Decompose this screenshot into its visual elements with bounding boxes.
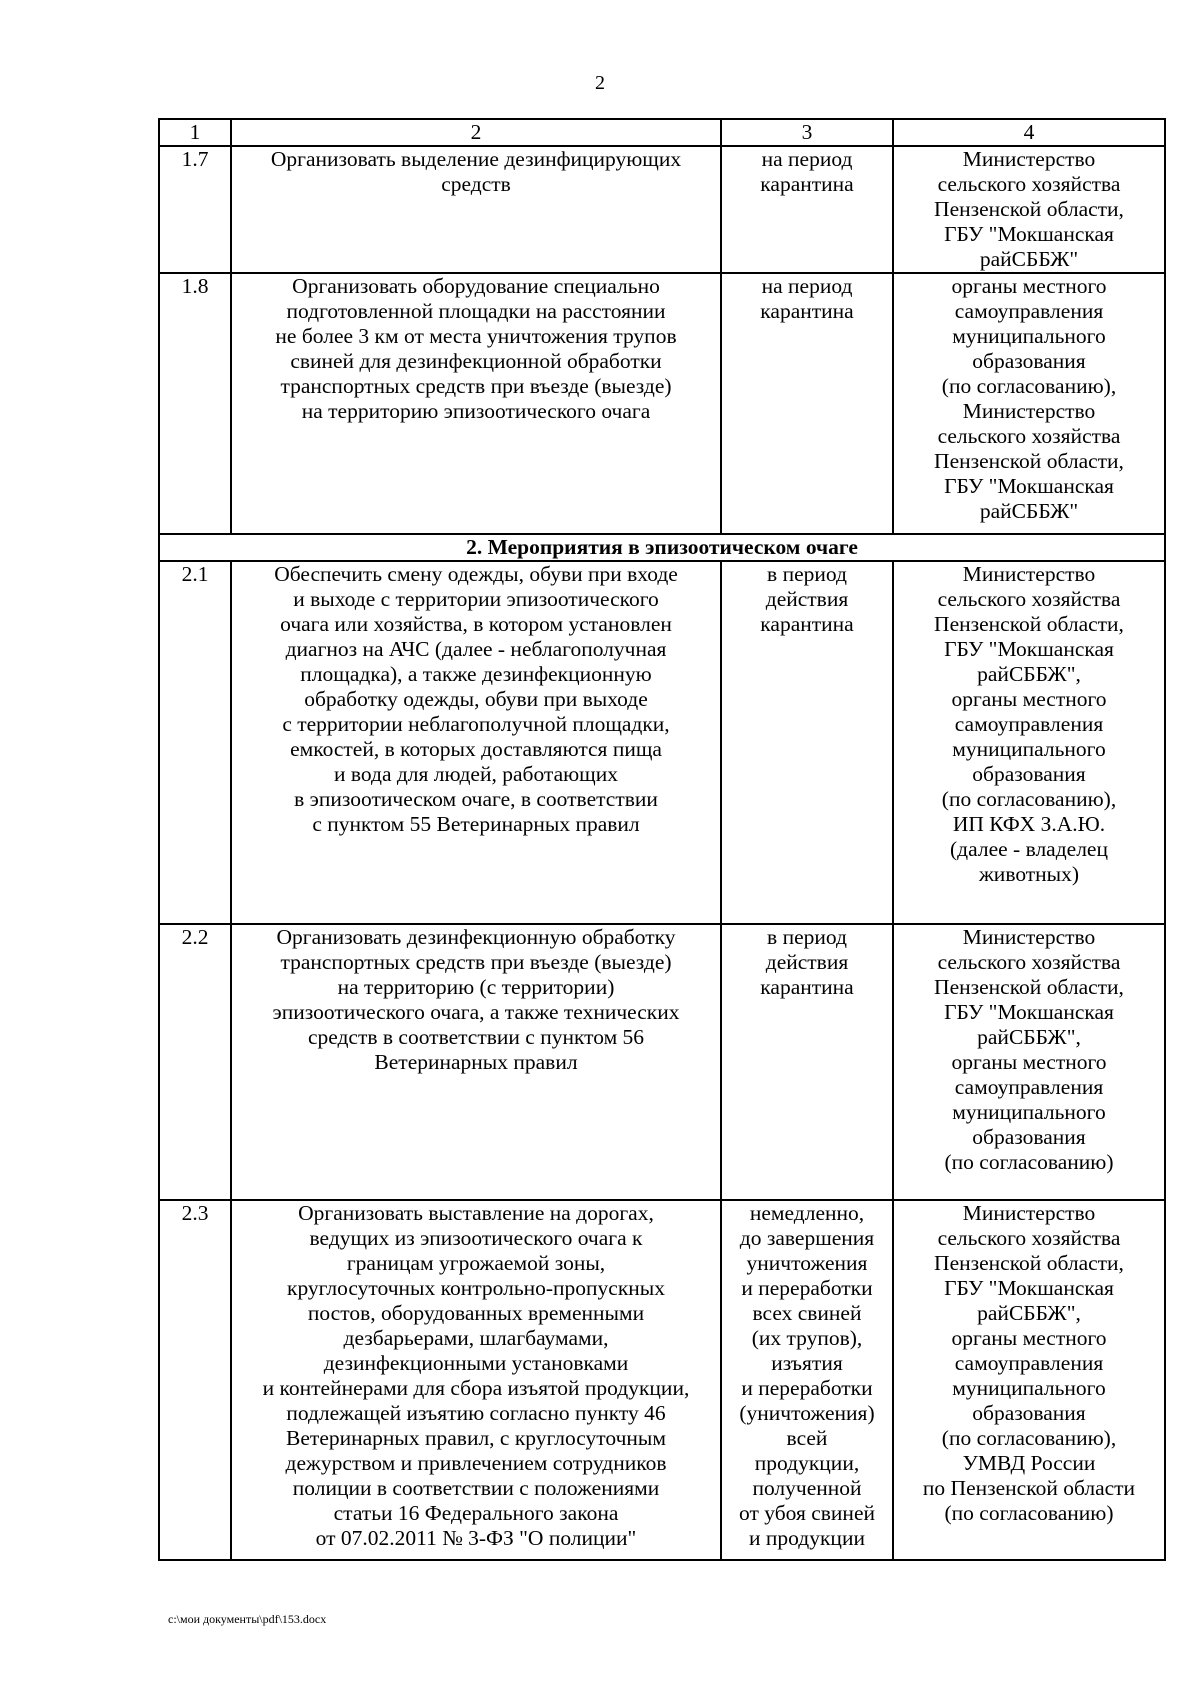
header-cell-1: 1 xyxy=(159,119,231,146)
row-term: в период действия карантина xyxy=(721,924,893,1200)
row-executor: Министерство сельского хозяйства Пензенской области, ГБУ "Мокшанская райСББЖ", органы местного самоуправления муниципального образования (по согласованию) xyxy=(893,924,1165,1200)
table-row xyxy=(159,924,1165,1200)
table-row xyxy=(159,561,1165,924)
row-executor: Министерство сельского хозяйства Пензенской области, ГБУ "Мокшанская райСББЖ", органы местного самоуправления муниципального образования (по согласованию), ИП КФХ З.А.Ю. (далее - владелец животных) xyxy=(893,561,1165,924)
header-cell-2: 2 xyxy=(231,119,721,146)
row-measure: Организовать выделение дезинфицирующих средств xyxy=(231,146,721,273)
row-measure: Обеспечить смену одежды, обуви при входе и выходе с территории эпизоотического очага или хозяйства, в котором установлен диагноз на АЧС (далее - неблагополучная площадка), а также дезинфекционную обработку одежды, обуви при выходе с территории неблагополучной площадки, емкостей, в которых доставляются пища и вода для людей, работающих в эпизоотическом очаге, в соответствии с пунктом 55 Ветеринарных правил xyxy=(231,561,721,924)
section-header-row xyxy=(159,534,1165,561)
row-term: на период карантина xyxy=(721,273,893,534)
header-cell-4: 4 xyxy=(893,119,1165,146)
row-executor: Министерство сельского хозяйства Пензенской области, ГБУ "Мокшанская райСББЖ", органы местного самоуправления муниципального образования (по согласованию), УМВД России по Пензенской области (по согласованию) xyxy=(893,1200,1165,1560)
row-executor: Министерство сельского хозяйства Пензенской области, ГБУ "Мокшанская райСББЖ" xyxy=(893,146,1165,273)
table-row xyxy=(159,1200,1165,1560)
table-row xyxy=(159,146,1165,273)
row-number: 2.2 xyxy=(159,924,231,1200)
row-number: 2.1 xyxy=(159,561,231,924)
header-cell-3: 3 xyxy=(721,119,893,146)
row-number: 1.7 xyxy=(159,146,231,273)
row-measure: Организовать оборудование специально подготовленной площадки на расстоянии не более 3 км от места уничтожения трупов свиней для дезинфекционной обработки транспортных средств при въезде (выезде) на территорию эпизоотического очага xyxy=(231,273,721,534)
measures-table xyxy=(158,118,1166,1561)
table-row xyxy=(159,273,1165,534)
row-term: на период карантина xyxy=(721,146,893,273)
section-title: 2. Мероприятия в эпизоотическом очаге xyxy=(159,534,1165,561)
row-measure: Организовать выставление на дорогах, ведущих из эпизоотического очага к границам угрожаемой зоны, круглосуточных контрольно-пропускных постов, оборудованных временными дезбарьерами, шлагбаумами, дезинфекционными установками и контейнерами для сбора изъятой продукции, подлежащей изъятию согласно пункту 46 Ветеринарных правил, с круглосуточным дежурством и привлечением сотрудников полиции в соответствии с положениями статьи 16 Федерального закона от 07.02.2011 № 3-ФЗ "О полиции" xyxy=(231,1200,721,1560)
row-term: в период действия карантина xyxy=(721,561,893,924)
row-measure: Организовать дезинфекционную обработку транспортных средств при въезде (выезде) на территорию (с территории) эпизоотического очага, а также технических средств в соответствии с пунктом 56 Ветеринарных правил xyxy=(231,924,721,1200)
row-number: 1.8 xyxy=(159,273,231,534)
row-term: немедленно, до завершения уничтожения и переработки всех свиней (их трупов), изъятия и переработки (уничтожения) всей продукции, полученной от убоя свиней и продукции xyxy=(721,1200,893,1560)
row-executor: органы местного самоуправления муниципального образования (по согласованию), Министерство сельского хозяйства Пензенской области, ГБУ "Мокшанская райСББЖ" xyxy=(893,273,1165,534)
page-number: 2 xyxy=(595,72,605,94)
footer-file-path: c:\мои документы\pdf\153.docx xyxy=(168,1612,327,1626)
table-header-row xyxy=(159,119,1165,146)
row-number: 2.3 xyxy=(159,1200,231,1560)
